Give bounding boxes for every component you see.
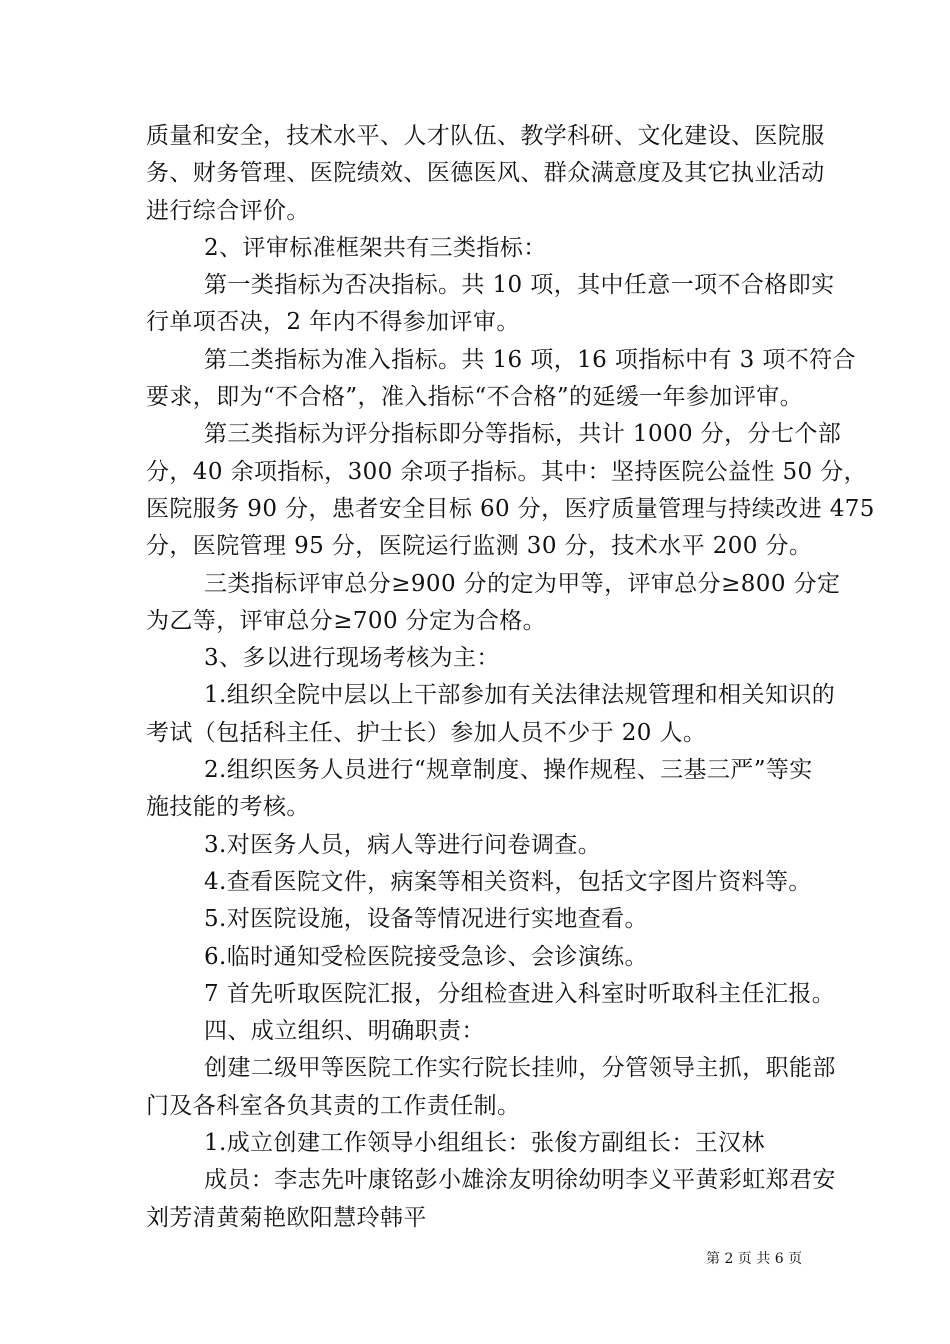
text-line: 医院服务 90 分，患者安全目标 60 分，医疗质量管理与持续改进 475 (146, 495, 875, 522)
list-item: 5.对医院设施，设备等情况进行实地查看。 (204, 906, 648, 933)
text-line: 要求，即为“不合格”，准入指标“不合格”的延缓一年参加评审。 (146, 384, 804, 411)
list-item: 1.成立创建工作领导小组组长：张俊方副组长：王汉林 (204, 1130, 765, 1157)
text-line: 门及各科室各负其责的工作责任制。 (146, 1092, 521, 1119)
list-item: 6.临时通知受检医院接受急诊、会诊演练。 (204, 943, 648, 970)
text-line: 成员：李志先叶康铭彭小雄涂友明徐幼明李义平黄彩虹郑君安 (204, 1167, 836, 1194)
list-item: 7 首先听取医院汇报，分组检查进入科室时听取科主任汇报。 (204, 980, 836, 1007)
text-line: 质量和安全，技术水平、人才队伍、教学科研、文化建设、医院服 (146, 123, 825, 149)
text-line: 施技能的考核。 (146, 794, 310, 821)
text-line: 进行综合评价。 (146, 197, 310, 224)
document-body (146, 118, 875, 1237)
text-line: 三类指标评审总分≥900 分的定为甲等，评审总分≥800 分定 (204, 570, 841, 597)
text-line: 创建二级甲等医院工作实行院长挂帅，分管领导主抓，职能部 (204, 1055, 836, 1082)
list-item: 1.组织全院中层以上干部参加有关法律法规管理和相关知识的 (204, 682, 836, 709)
section-heading: 3、多以进行现场考核为主： (204, 645, 500, 672)
list-item: 2.组织医务人员进行“规章制度、操作规程、三基三严”等实 (204, 757, 813, 784)
text-line: 第一类指标为否决指标。共 10 项，其中任意一项不合格即实 (204, 272, 835, 299)
text-line: 分，医院管理 95 分，医院运行监测 30 分，技术水平 200 分。 (146, 533, 813, 560)
section-heading: 2、评审标准框架共有三类指标： (204, 234, 547, 261)
text-line: 务、财务管理、医院绩效、医德医风、群众满意度及其它执业活动 (146, 160, 825, 187)
text-line: 刘芳清黄菊艳欧阳慧玲韩平 (146, 1204, 427, 1231)
text-line: 第二类指标为准入指标。共 16 项，16 项指标中有 3 项不符合 (204, 346, 856, 373)
list-item: 4.查看医院文件，病案等相关资料，包括文字图片资料等。 (204, 868, 812, 895)
page-number-footer: 第 2 页 共 6 页 (706, 1251, 803, 1267)
list-item: 3.对医务人员，病人等进行问卷调查。 (204, 831, 602, 858)
text-line: 分，40 余项指标，300 余项子指标。其中：坚持医院公益性 50 分， (146, 458, 868, 485)
text-line: 行单项否决，2 年内不得参加评审。 (146, 309, 520, 336)
section-heading: 四、成立组织、明确职责： (204, 1018, 485, 1045)
text-line: 为乙等，评审总分≥700 分定为合格。 (146, 607, 547, 634)
text-line: 第三类指标为评分指标即分等指标，共计 1000 分，分七个部 (204, 421, 842, 448)
text-line: 考试（包括科主任、护士长）参加人员不少于 20 人。 (146, 719, 707, 746)
